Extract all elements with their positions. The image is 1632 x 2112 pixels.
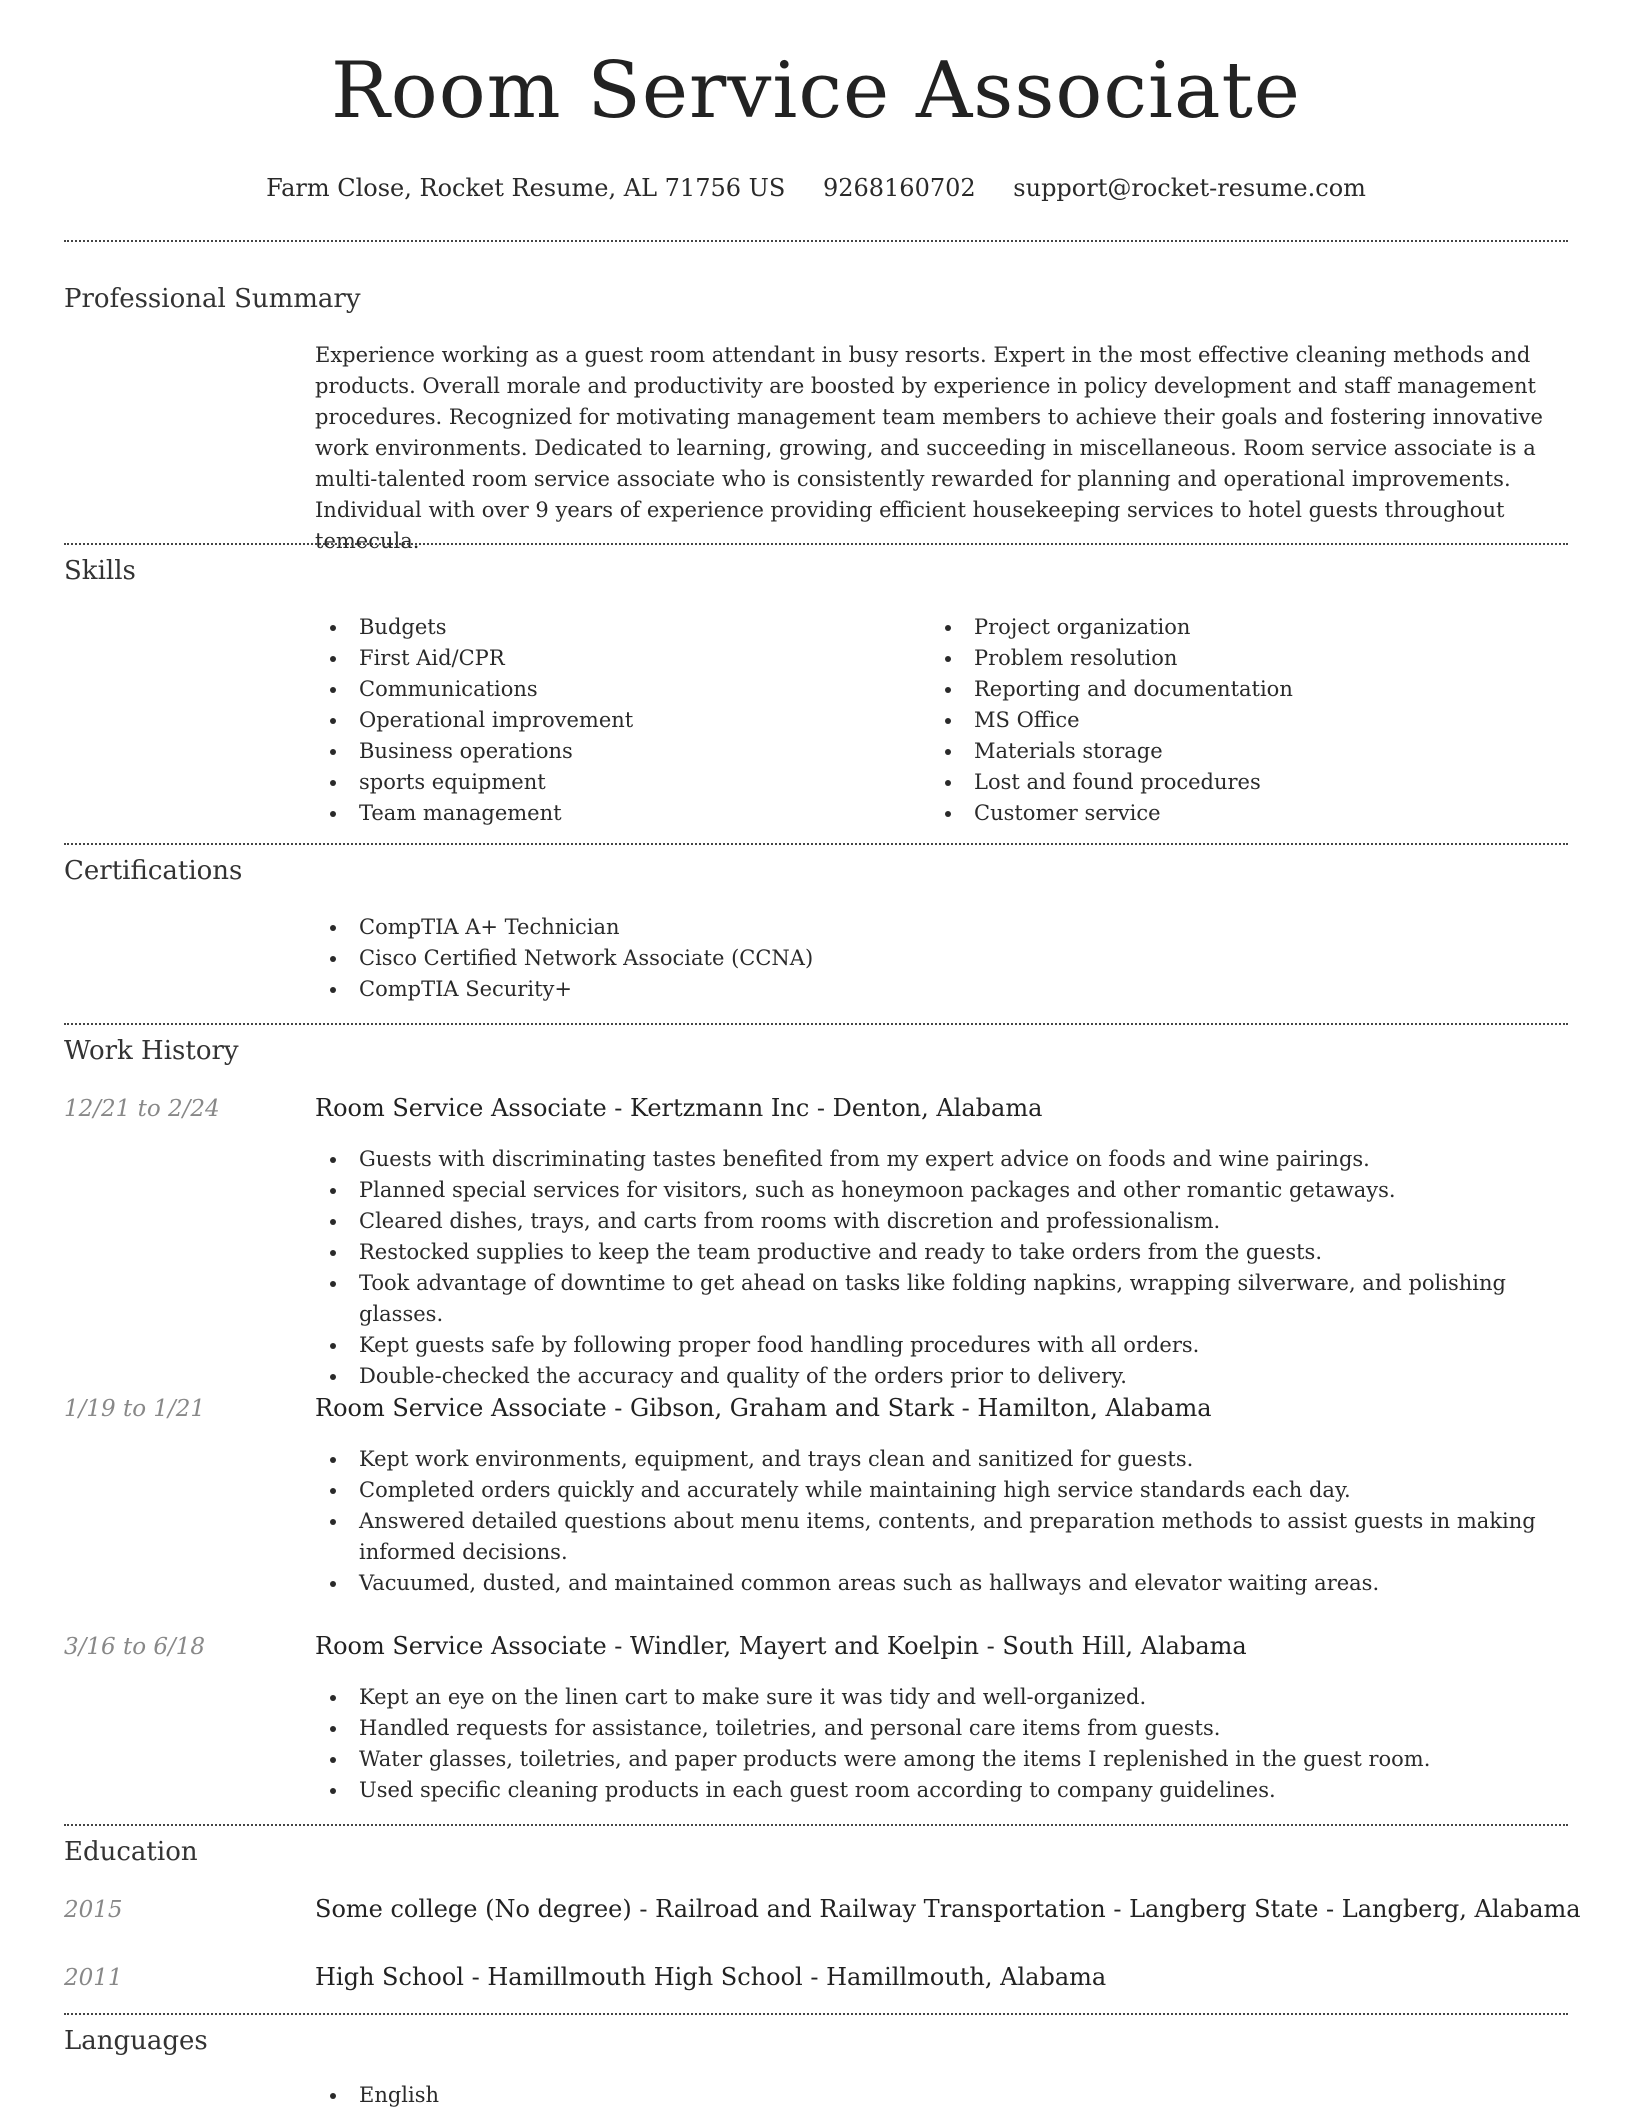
job-bullets	[315, 1682, 1568, 1806]
job-bullets	[315, 1144, 1568, 1392]
job-bullet: Kept work environments, equipment, and trays clean and sanitized for guests.	[315, 1444, 1568, 1475]
skill-item: Communications	[315, 674, 633, 705]
job-bullets	[315, 1444, 1568, 1599]
skill-item: Customer service	[930, 798, 1293, 829]
skill-item: Materials storage	[930, 736, 1293, 767]
job-bullet: Used specific cleaning products in each guest room according to company guidelines.	[315, 1775, 1568, 1806]
job-bullet: Planned special services for visitors, such as honeymoon packages and other romantic getaways.	[315, 1175, 1568, 1206]
job-bullet: Cleared dishes, trays, and carts from rooms with discretion and professionalism.	[315, 1206, 1568, 1237]
job-heading: Room Service Associate - Gibson, Graham and Stark - Hamilton, Alabama	[315, 1394, 1212, 1422]
language-item: English	[315, 2080, 439, 2111]
job-bullet: Answered detailed questions about menu items, contents, and preparation methods to assist guests in making informed decisions.	[315, 1506, 1568, 1568]
skill-item: Operational improvement	[315, 705, 633, 736]
education-heading: Education	[64, 1837, 198, 1867]
skills-heading: Skills	[64, 556, 136, 586]
contact-address: Farm Close, Rocket Resume, AL 71756 US	[266, 174, 786, 202]
section-divider	[64, 1023, 1568, 1025]
section-divider	[64, 843, 1568, 845]
skill-item: Problem resolution	[930, 643, 1293, 674]
education-year: 2011	[64, 1965, 123, 1991]
contact-line	[64, 174, 1568, 202]
job-heading: Room Service Associate - Kertzmann Inc - Denton, Alabama	[315, 1094, 1043, 1122]
job-bullet: Handled requests for assistance, toiletries, and personal care items from guests.	[315, 1713, 1568, 1744]
job-bullet: Vacuumed, dusted, and maintained common areas such as hallways and elevator waiting areas.	[315, 1568, 1568, 1599]
skill-item: Business operations	[315, 736, 633, 767]
summary-text: Experience working as a guest room attendant in busy resorts. Expert in the most effective cleaning methods and products. Overall morale and productivity are boosted by experience in policy development and staff management procedures. Recognized for motivating management team members to achieve their goals and fostering innovative work environments. Dedicated to learning, growing, and succeeding in miscellaneous. Room service associate is a multi-talented room service associate who is consistently rewarded for planning and operational improvements. Individual with over 9 years of experience providing efficient housekeeping services to hotel guests throughout temecula.	[315, 343, 1543, 553]
job-dates: 1/19 to 1/21	[64, 1396, 206, 1422]
section-divider	[64, 543, 1568, 545]
job-bullet: Water glasses, toiletries, and paper products were among the items I replenished in the guest room.	[315, 1744, 1568, 1775]
job-bullet: Guests with discriminating tastes benefited from my expert advice on foods and wine pairings.	[315, 1144, 1568, 1175]
section-divider	[64, 240, 1568, 242]
certification-item: CompTIA A+ Technician	[315, 912, 813, 943]
languages-list	[315, 2080, 439, 2111]
resume-page	[64, 0, 1581, 2112]
contact-email[interactable]: support@rocket-resume.com	[1013, 174, 1366, 202]
job-bullet: Kept an eye on the linen cart to make sure it was tidy and well-organized.	[315, 1682, 1568, 1713]
skills-list-right	[930, 612, 1293, 829]
job-bullet: Took advantage of downtime to get ahead on tasks like folding napkins, wrapping silverware, and polishing glasses.	[315, 1268, 1568, 1330]
languages-heading: Languages	[64, 2026, 208, 2056]
summary-heading: Professional Summary	[64, 284, 361, 314]
certifications-list	[315, 912, 813, 1005]
job-heading: Room Service Associate - Windler, Mayert and Koelpin - South Hill, Alabama	[315, 1632, 1247, 1660]
skill-item: Project organization	[930, 612, 1293, 643]
education-year: 2015	[64, 1897, 123, 1923]
skills-list-left	[315, 612, 633, 829]
skill-item: Lost and found procedures	[930, 767, 1293, 798]
certification-item: CompTIA Security+	[315, 974, 813, 1005]
skill-item: First Aid/CPR	[315, 643, 633, 674]
job-bullet: Restocked supplies to keep the team productive and ready to take orders from the guests.	[315, 1237, 1568, 1268]
skill-item: sports equipment	[315, 767, 633, 798]
education-heading-line: Some college (No degree) - Railroad and Railway Transportation - Langberg State - Langberg, Alabama	[315, 1895, 1581, 1923]
skill-item: Budgets	[315, 612, 633, 643]
contact-phone: 9268160702	[822, 174, 976, 202]
skill-item: Team management	[315, 798, 633, 829]
skill-item: MS Office	[930, 705, 1293, 736]
work-history-heading: Work History	[64, 1036, 239, 1066]
section-divider	[64, 2013, 1568, 2015]
job-bullet: Kept guests safe by following proper food handling procedures with all orders.	[315, 1330, 1568, 1361]
resume-name: Room Service Associate	[331, 46, 1301, 136]
job-bullet: Double-checked the accuracy and quality of the orders prior to delivery.	[315, 1361, 1568, 1392]
education-heading-line: High School - Hamillmouth High School - Hamillmouth, Alabama	[315, 1963, 1107, 1991]
section-divider	[64, 1824, 1568, 1826]
job-bullet: Completed orders quickly and accurately while maintaining high service standards each day.	[315, 1475, 1568, 1506]
job-dates: 3/16 to 6/18	[64, 1634, 206, 1660]
skill-item: Reporting and documentation	[930, 674, 1293, 705]
job-dates: 12/21 to 2/24	[64, 1096, 220, 1122]
certification-item: Cisco Certified Network Associate (CCNA)	[315, 943, 813, 974]
certifications-heading: Certifications	[64, 856, 243, 886]
